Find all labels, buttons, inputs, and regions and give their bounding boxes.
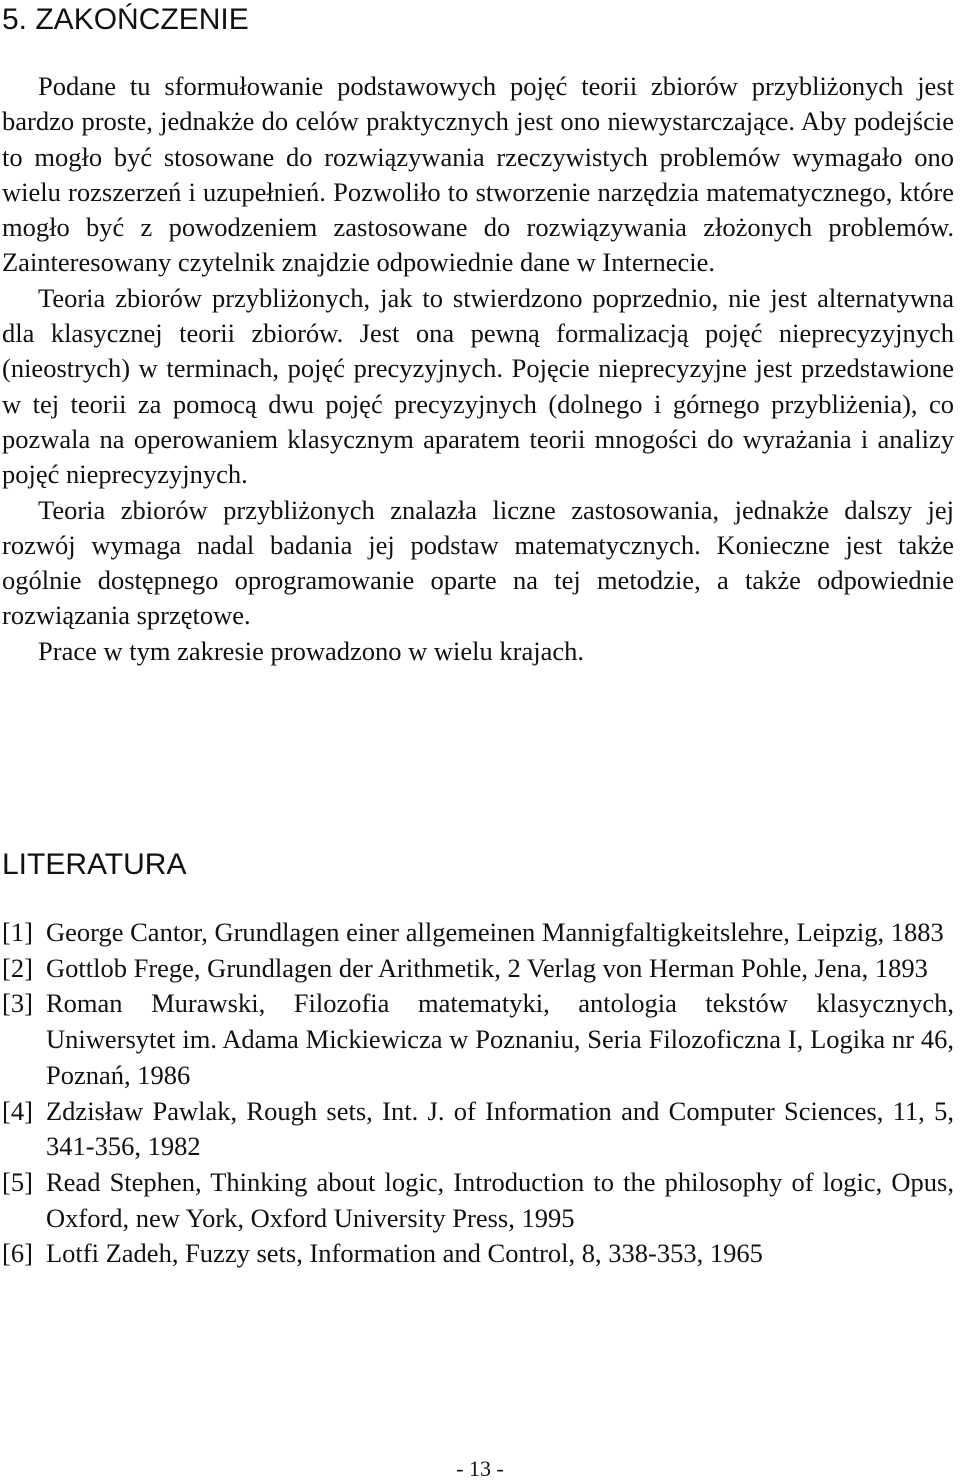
reference-item bbox=[2, 1094, 954, 1165]
page-number: - 13 - bbox=[456, 1456, 504, 1481]
reference-item bbox=[2, 986, 954, 1093]
reference-number: [2] bbox=[2, 952, 33, 983]
reference-item bbox=[2, 1236, 954, 1272]
paragraph-3: Teoria zbiorów przybliżonych znalazła liczne zastosowania, jednakże dalszy jej rozwój wymaga nadal badania jej podstaw matematycznych. Konieczne jest także ogólnie dostępnego oprogramowanie oparte na tej metodzie, a także odpowiednie rozwiązania sprzętowe. bbox=[2, 494, 954, 631]
reference-number: [5] bbox=[2, 1166, 33, 1197]
reference-text: Zdzisław Pawlak, Rough sets, Int. J. of Information and Computer Sciences, 11, 5, 341-356, 1982 bbox=[46, 1095, 954, 1162]
reference-number: [6] bbox=[2, 1238, 33, 1269]
reference-text: Gottlob Frege, Grundlagen der Arithmetik, 2 Verlag von Herman Pohle, Jena, 1893 bbox=[46, 952, 928, 983]
reference-text: Lotfi Zadeh, Fuzzy sets, Information and Control, 8, 338-353, 1965 bbox=[46, 1238, 763, 1269]
section-title-literature: LITERATURA bbox=[2, 848, 187, 881]
reference-number: [3] bbox=[2, 988, 33, 1019]
reference-text: George Cantor, Grundlagen einer allgemeinen Mannigfaltigkeitslehre, Leipzig, 1883 bbox=[46, 917, 944, 947]
conclusion-body bbox=[2, 69, 954, 669]
paragraph-1: Podane tu sformułowanie podstawowych pojęć teorii zbiorów przybliżonych jest bardzo proste, jednakże do celów praktycznych jest ono niewystarczające. Aby podejście to mogło być stosowane do rozwiązywania rzeczywistych problemów wymagało ono wielu rozszerzeń i uzupełnień. Pozwoliło to stworzenie narzędzia matematycznego, które mogło być z powodzeniem zastosowane do rozwiązywania złożonych problemów. Zainteresowany czytelnik znajdzie odpowiednie dane w Internecie. bbox=[2, 71, 954, 278]
reference-item bbox=[2, 915, 954, 951]
reference-list bbox=[2, 915, 954, 1272]
reference-text: Read Stephen, Thinking about logic, Introduction to the philosophy of logic, Opus, Oxford, new York, Oxford University Press, 1995 bbox=[46, 1166, 954, 1233]
reference-text: Roman Murawski, Filozofia matematyki, antologia tekstów klasycznych, Uniwersytet im. Adama Mickiewicza w Poznaniu, Seria Filozoficzna I, Logika nr 46, Poznań, 1986 bbox=[46, 988, 954, 1090]
section-title-conclusion: 5. ZAKOŃCZENIE bbox=[2, 3, 249, 36]
reference-number: [4] bbox=[2, 1095, 33, 1126]
reference-item bbox=[2, 1165, 954, 1236]
paragraph-4: Prace w tym zakresie prowadzono w wielu krajach. bbox=[38, 635, 584, 666]
reference-item bbox=[2, 951, 954, 987]
paragraph-2: Teoria zbiorów przybliżonych, jak to stwierdzono poprzednio, nie jest alternatywna dla klasycznej teorii zbiorów. Jest ona pewną formalizacją pojęć nieprecyzyjnych (nieostrych) w terminach, pojęć precyzyjnych. Pojęcie nieprecyzyjne jest przedstawione w tej teorii za pomocą dwu pojęć precyzyjnych (dolnego i górnego przybliżenia), co pozwala na operowaniem klasycznym aparatem teorii mnogości do wyrażania i analizy pojęć nieprecyzyjnych. bbox=[2, 282, 954, 490]
reference-number: [1] bbox=[2, 917, 33, 947]
